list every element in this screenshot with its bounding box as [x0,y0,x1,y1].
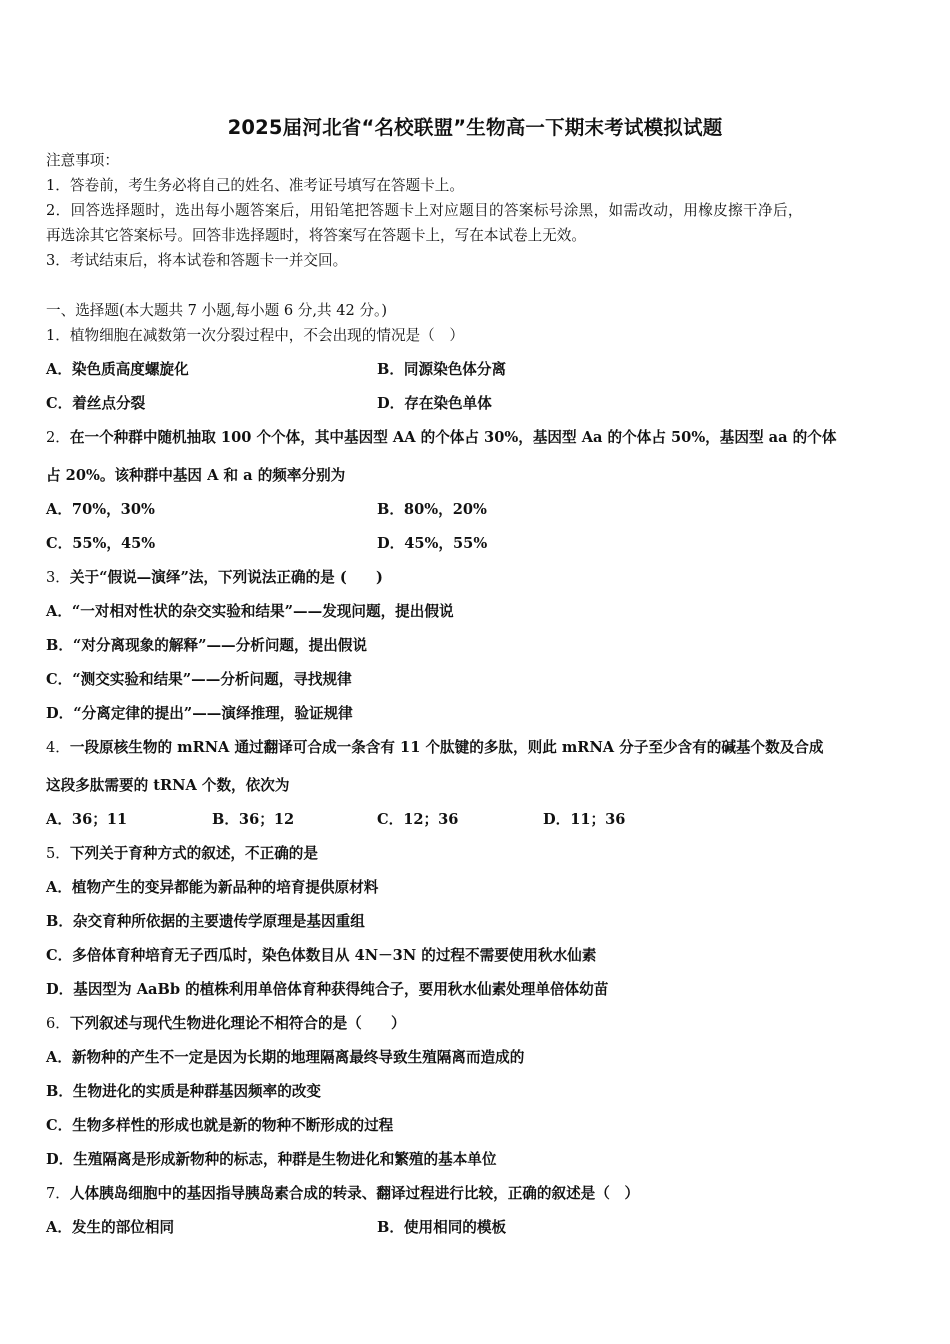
notice-heading: 注意事项： [46,152,119,169]
q4-option-b: B．36；12 [212,811,295,828]
question-number: 6． [46,1015,70,1032]
question-7-stem [46,1184,639,1204]
q6-option-c: C．生物多样性的形成也就是新的物种不断形成的过程 [46,1117,394,1134]
q7-option-a: A．发生的部位相同 [46,1219,175,1236]
question-number: 7． [46,1185,70,1202]
q1-option-a: A．染色质高度螺旋化 [46,361,189,378]
q2-option-a: A．70%，30% [46,501,155,518]
question-number: 2． [46,429,70,446]
notice-item-2-cont: 再选涂其它答案标号。回答非选择题时，将答案写在答题卡上，写在本试卷上无效。 [46,227,586,244]
q4-option-d: D．11；36 [543,811,626,828]
question-5-stem [46,844,318,864]
q5-option-d: D．基因型为 AaBb 的植株利用单倍体育种获得纯合子，要用秋水仙素处理单倍体幼苗 [46,981,609,998]
notice-item-2: 2．回答选择题时，选出每小题答案后，用铅笔把答题卡上对应题目的答案标号涂黑，如需改动，用橡皮擦干净后， [46,202,803,219]
q6-option-d: D．生殖隔离是形成新物种的标志，种群是生物进化和繁殖的基本单位 [46,1151,497,1168]
question-number: 1． [46,327,70,344]
question-2-stem-cont: 占 20%。该种群中基因 A 和 a 的频率分别为 [46,467,346,484]
q3-option-d: D．“分离定律的提出”——演绎推理，验证规律 [46,705,353,722]
q2-option-b: B．80%，20% [377,501,487,518]
question-number: 3． [46,569,70,586]
question-4-stem [46,738,824,758]
question-text: 人体胰岛细胞中的基因指导胰岛素合成的转录、翻译过程进行比较，正确的叙述是（ ） [69,1185,640,1202]
question-6-stem [46,1014,406,1034]
notice-item-3: 3．考试结束后，将本试卷和答题卡一并交回。 [46,252,348,269]
question-number: 4． [46,739,70,756]
q1-option-b: B．同源染色体分离 [377,361,507,378]
question-text: 植物细胞在减数第一次分裂过程中，不会出现的情况是（ ） [69,327,464,344]
q7-option-b: B．使用相同的模板 [377,1219,507,1236]
question-text: 关于“假说—演绎”法，下列说法正确的是 ( ) [69,569,383,586]
q5-option-b: B．杂交育种所依据的主要遗传学原理是基因重组 [46,913,365,930]
q2-option-c: C．55%，45% [46,535,156,552]
q5-option-c: C．多倍体育种培育无子西瓜时，染色体数目从 4N－3N 的过程不需要使用秋水仙素 [46,947,597,964]
q2-option-d: D．45%，55% [377,535,488,552]
question-text: 一段原核生物的 mRNA 通过翻译可合成一条含有 11 个肽键的多肽，则此 mRNA 分子至少含有的碱基个数及合成 [69,739,824,756]
q3-option-b: B．“对分离现象的解释”——分析问题，提出假说 [46,637,367,654]
question-4-stem-cont: 这段多肽需要的 tRNA 个数，依次为 [46,777,290,794]
q1-option-c: C．着丝点分裂 [46,395,146,412]
question-text: 下列关于育种方式的叙述，不正确的是 [69,845,318,862]
section-heading: 一、选择题(本大题共 7 小题,每小题 6 分,共 42 分。) [46,302,388,319]
q5-option-a: A．植物产生的变异都能为新品种的培育提供原材料 [46,879,379,896]
question-text: 在一个种群中随机抽取 100 个个体，其中基因型 AA 的个体占 30%，基因型 Aa 的个体占 50%，基因型 aa 的个体 [69,429,837,446]
q4-option-c: C．12；36 [377,811,459,828]
question-3-stem [46,568,383,588]
q3-option-c: C．“测交实验和结果”——分析问题，寻找规律 [46,671,352,688]
question-2-stem [46,428,836,448]
q6-option-b: B．生物进化的实质是种群基因频率的改变 [46,1083,322,1100]
notice-item-1: 1．答卷前，考生务必将自己的姓名、准考证号填写在答题卡上。 [46,177,464,194]
q4-option-a: A．36；11 [46,811,128,828]
question-text: 下列叙述与现代生物进化理论不相符合的是（ ） [69,1015,406,1032]
question-number: 5． [46,845,70,862]
page-title: 2025届河北省“名校联盟”生物高一下期末考试模拟试题 [227,116,723,139]
q6-option-a: A．新物种的产生不一定是因为长期的地理隔离最终导致生殖隔离而造成的 [46,1049,525,1066]
q3-option-a: A．“一对相对性状的杂交实验和结果”——发现问题，提出假说 [46,603,454,620]
q1-option-d: D．存在染色单体 [377,395,492,412]
question-1-stem [46,326,464,346]
